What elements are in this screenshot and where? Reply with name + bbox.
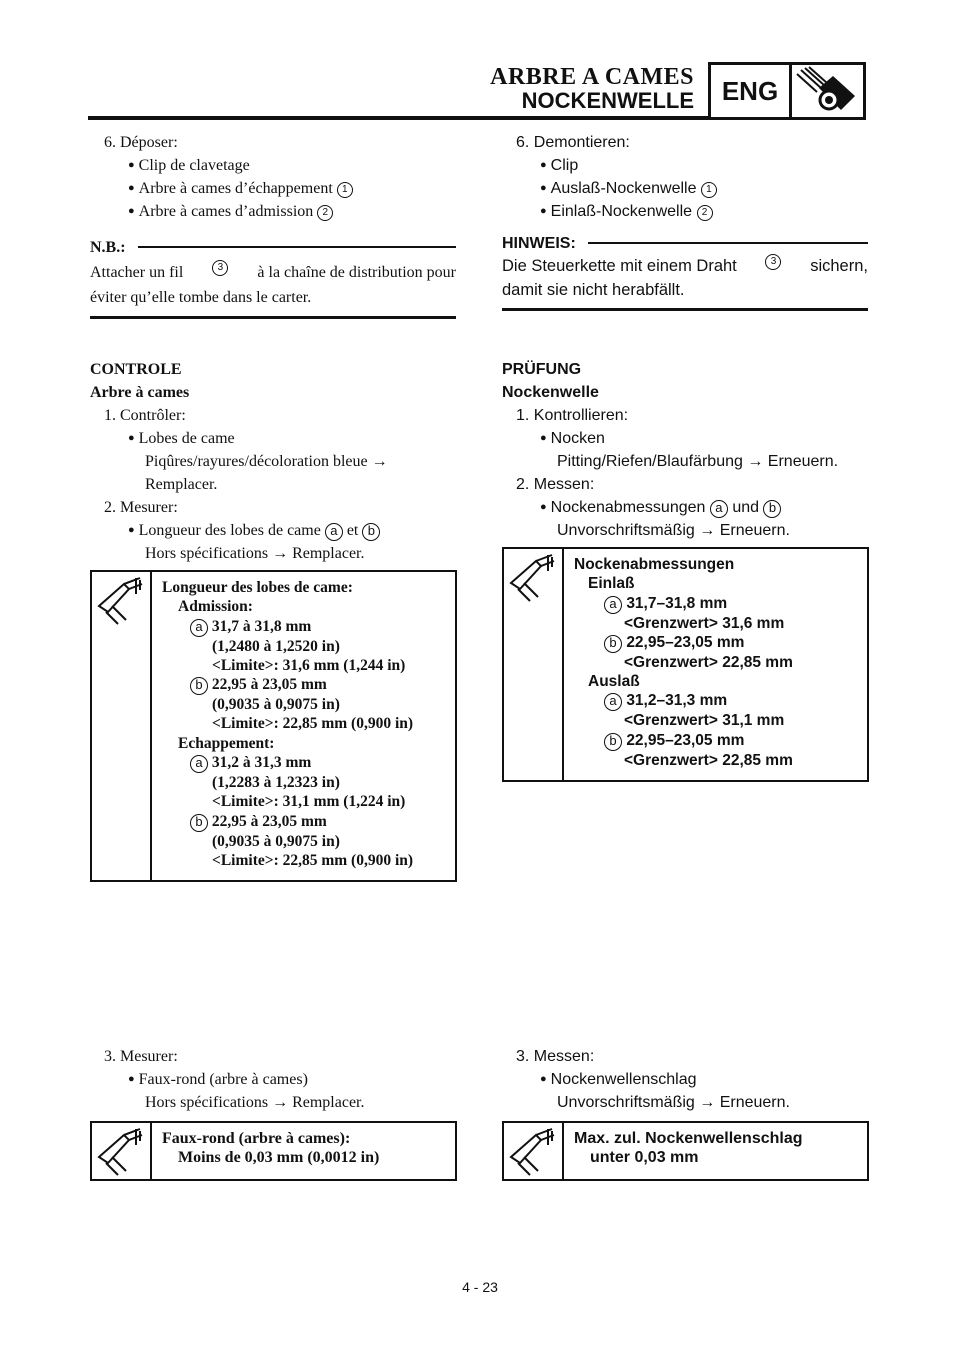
spec-limit: <Limite>: 22,85 mm (0,900 in) [212,715,414,733]
list-item: Einlaß-Nockenwelle [550,203,693,220]
header-title-de: NOCKENWELLE [521,88,694,113]
fr-spec-box-runout [90,1121,457,1181]
note-end-rule [502,308,868,311]
callout-marker: 3 [212,260,228,276]
list-item: Nocken [550,430,605,447]
spec-limit: <Grenzwert> 31,1 mm [624,712,785,730]
note-text: Attacher un fil [90,264,184,281]
bullet-icon: ● [540,159,547,171]
note-rule [138,246,456,248]
de-step-6 [502,131,868,223]
step-number: 2. [104,499,116,516]
step-title: Demontieren: [533,134,630,151]
list-item: und [732,499,760,516]
header-title-fr: ARBRE A CAMES [490,64,694,90]
step-number: 3. [516,1048,530,1065]
de-spec-box-cam-lobe [502,547,869,782]
section-badge [708,62,866,120]
step-detail: Unvorschriftsmäßig → Erneuern. [557,522,790,539]
caliper-icon [504,1123,564,1179]
bullet-icon: ● [128,182,135,194]
bullet-icon: ● [128,1073,135,1085]
note-rule [588,242,868,244]
bullet-icon: ● [128,524,135,536]
note-text: à la chaîne de distribution pour [257,264,456,281]
spec-limit: <Limite>: 31,6 mm (1,244 in) [212,656,406,674]
list-item: et [346,522,359,539]
spec-title: Nockenabmessungen [574,556,735,573]
note-text: damit sie nicht herabfällt. [502,281,685,299]
step-detail: Hors spécifications → Remplacer. [145,1094,365,1111]
spec-value: Moins de 0,03 mm (0,0012 in) [178,1149,380,1167]
callout-marker: a [190,755,208,773]
spec-value: (1,2480 à 1,2520 in) [212,637,340,655]
spec-value: (0,9035 à 0,9075 in) [212,832,340,850]
callout-marker: 1 [337,182,353,198]
spec-group-label: Admission: [178,598,253,616]
de-check-section [502,358,868,542]
callout-marker: b [190,814,208,832]
bullet-icon: ● [540,1073,547,1085]
callout-marker: 1 [701,182,717,198]
subsection-heading: Arbre à cames [90,384,190,401]
step-number: 6. [104,134,116,151]
step-detail: Hors spécifications → Remplacer. [145,545,365,562]
callout-marker: b [604,733,622,751]
callout-marker: 2 [317,205,333,221]
fr-note [90,236,456,319]
section-heading: PRÜFUNG [502,361,582,378]
spec-value: 22,95–23,05 mm [626,731,745,749]
fr-spec-box-cam-lobe [90,570,457,882]
step-detail: Unvorschriftsmäßig → Erneuern. [557,1094,790,1111]
bullet-icon: ● [540,501,547,513]
step-title: Déposer: [120,134,178,151]
spec-value: unter 0,03 mm [590,1149,699,1167]
bullet-icon: ● [128,205,135,217]
step-number: 3. [104,1048,116,1065]
spec-title: Max. zul. Nockenwellenschlag [574,1130,803,1147]
list-item: Longueur des lobes de came [138,522,321,539]
fr-check-section [90,358,456,565]
step-detail: Remplacer. [145,476,218,493]
callout-marker: a [325,523,343,541]
list-item: Arbre à cames d’admission [138,203,314,220]
list-item: Nockenwellenschlag [550,1071,697,1088]
callout-marker: b [190,677,208,695]
callout-marker: b [763,500,781,518]
spec-limit: <Limite>: 22,85 mm (0,900 in) [212,851,414,869]
list-item: Arbre à cames d’échappement [138,180,333,197]
callout-marker: a [190,619,208,637]
step-number: 1. [104,407,116,424]
page-number: 4 - 23 [462,1279,498,1295]
section-heading: CONTROLE [90,361,182,378]
callout-marker: b [604,635,622,653]
step-title: Contrôler: [120,407,186,424]
bullet-icon: ● [540,432,547,444]
spec-value: (0,9035 à 0,9075 in) [212,696,340,714]
list-item: Lobes de came [138,430,235,447]
eng-label: ENG [711,65,792,117]
step-detail: Pitting/Riefen/Blaufärbung → Erneuern. [557,453,839,470]
spec-value: 31,2 à 31,3 mm [211,754,312,772]
spec-limit: <Grenzwert> 31,6 mm [624,614,785,632]
spec-value: 22,95 à 23,05 mm [211,676,327,694]
de-spec-box-runout [502,1121,869,1181]
spec-title: Longueur des lobes de came: [162,579,353,596]
spec-value: 22,95–23,05 mm [626,633,745,651]
fr-step-3 [90,1045,456,1114]
step-number: 6. [516,134,530,151]
step-number: 2. [516,476,530,493]
caliper-icon [92,572,152,880]
callout-marker: 3 [765,254,781,270]
callout-marker: a [604,693,622,711]
step-title: Messen: [533,476,595,493]
header-rule [88,116,708,120]
step-title: Mesurer: [120,499,178,516]
step-title: Messen: [533,1048,595,1065]
de-step-3 [502,1045,868,1114]
note-end-rule [90,316,456,319]
note-text: sichern, [810,257,868,275]
spec-value: 31,7–31,8 mm [626,594,728,612]
spec-limit: <Grenzwert> 22,85 mm [624,653,793,671]
callout-marker: a [604,596,622,614]
spec-group-label: Auslaß [588,673,640,691]
list-item: Faux-rond (arbre à cames) [138,1071,308,1088]
spec-group-label: Einlaß [588,575,635,593]
note-label: N.B.: [90,238,126,256]
subsection-heading: Nockenwelle [502,384,599,401]
list-item: Clip de clavetage [138,157,250,174]
spec-group-label: Echappement: [178,734,275,752]
spec-value: 31,7 à 31,8 mm [211,617,312,635]
step-detail: Piqûres/rayures/décoloration bleue → [145,453,388,470]
de-note [502,232,868,311]
note-label: HINWEIS: [502,234,576,252]
note-text: Die Steuerkette mit einem Draht [502,257,737,275]
spec-value: 22,95 à 23,05 mm [211,812,327,830]
note-text: éviter qu’elle tombe dans le carter. [90,289,312,306]
list-item: Clip [550,157,579,174]
step-title: Kontrollieren: [533,407,629,424]
callout-marker: b [362,523,380,541]
camshaft-icon [792,65,863,117]
caliper-icon [504,549,564,780]
bullet-icon: ● [128,432,135,444]
list-item: Auslaß-Nockenwelle [550,180,697,197]
step-title: Mesurer: [120,1048,178,1065]
bullet-icon: ● [540,182,547,194]
callout-marker: a [710,500,728,518]
fr-step-6 [90,131,456,223]
spec-limit: <Grenzwert> 22,85 mm [624,751,793,769]
caliper-icon [92,1123,152,1179]
bullet-icon: ● [128,159,135,171]
callout-marker: 2 [697,205,713,221]
spec-limit: <Limite>: 31,1 mm (1,224 in) [212,793,406,811]
spec-value: 31,2–31,3 mm [626,692,728,710]
bullet-icon: ● [540,205,547,217]
step-number: 1. [516,407,530,424]
list-item: Nockenabmessungen [550,499,706,516]
spec-value: (1,2283 à 1,2323 in) [212,774,340,792]
spec-title: Faux-rond (arbre à cames): [162,1130,351,1147]
